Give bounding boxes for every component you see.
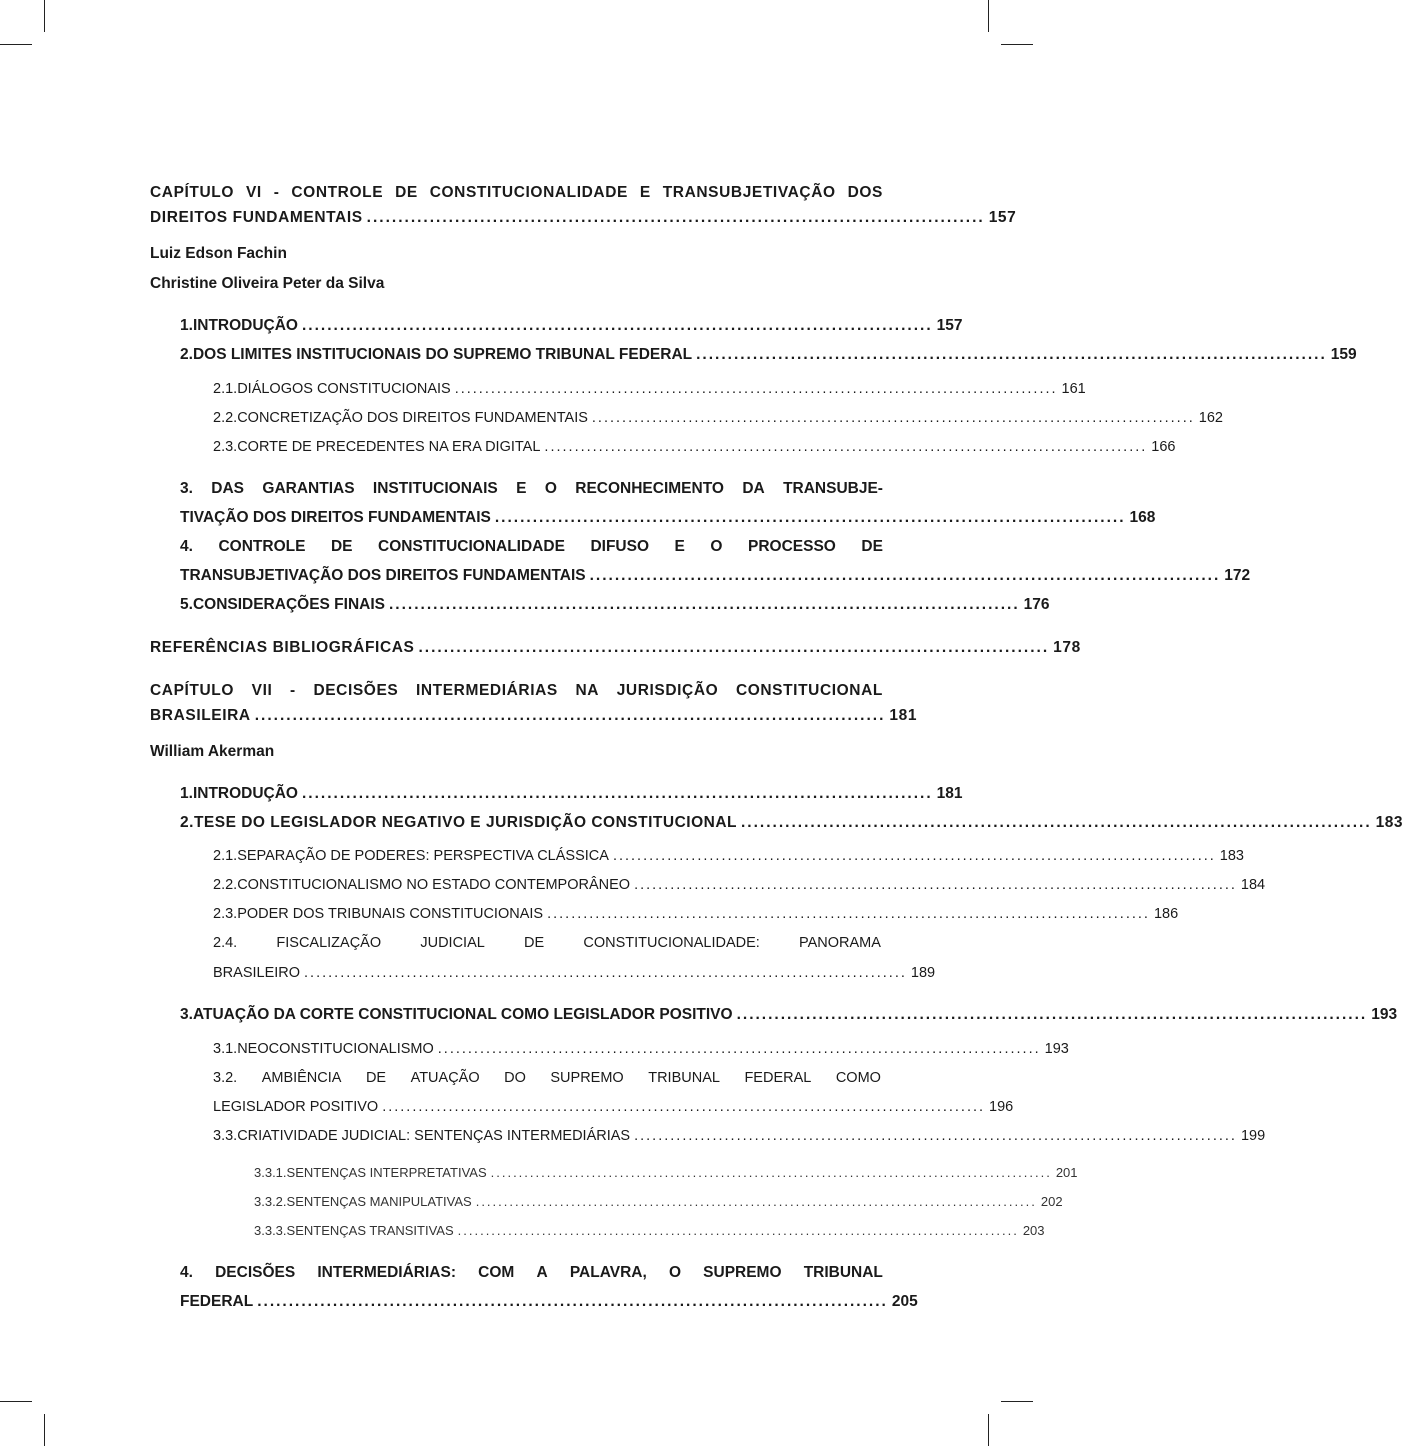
leader-dots: ....................................................................................................	[437, 1041, 1041, 1057]
leader-dots: ....................................................................................................	[475, 1194, 1037, 1209]
chapter-title-line: CAPÍTULO VI - CONTROLE DE CONSTITUCIONALIDADE E TRANSUBJETIVAÇÃO DOS	[150, 184, 883, 201]
leader-dots: ....................................................................................................	[589, 567, 1221, 584]
toc-entry[interactable]: TIVAÇÃO DOS DIREITOS FUNDAMENTAIS .................................................................................................... 168	[180, 509, 1156, 526]
crop-mark	[44, 1414, 45, 1446]
crop-mark	[0, 44, 32, 45]
toc-entry-line[interactable]: 4. DECISÕES INTERMEDIÁRIAS: COM A PALAVRA, O SUPREMO TRIBUNAL	[180, 1264, 883, 1281]
toc-entry[interactable]: 3. ATUAÇÃO DA CORTE CONSTITUCIONAL COMO LEGISLADOR POSITIVO .................................................................................................... 193	[180, 1006, 1398, 1023]
leader-dots: ....................................................................................................	[634, 877, 1237, 893]
toc-entry[interactable]: 5. CONSIDERAÇÕES FINAIS .................................................................................................... 176	[180, 596, 1050, 613]
leader-dots: ....................................................................................................	[736, 1006, 1368, 1023]
toc-entry[interactable]: 1. INTRODUÇÃO .................................................................................................... 157	[180, 317, 963, 334]
toc-entry-line[interactable]: 3. DAS GARANTIAS INSTITUCIONAIS E O RECONHECIMENTO DA TRANSUBJE-	[180, 480, 883, 497]
toc-entry-line[interactable]: 3.2. AMBIÊNCIA DE ATUAÇÃO DO SUPREMO TRIBUNAL FEDERAL COMO	[213, 1070, 881, 1086]
author-name: William Akerman	[150, 743, 275, 760]
toc-entry[interactable]: DIREITOS FUNDAMENTAIS .................................................................................................. 157	[150, 209, 1017, 226]
toc-entry[interactable]: 3.3.1. SENTENÇAS INTERPRETATIVAS .................................................................................................... 201	[254, 1165, 1078, 1180]
leader-dots: ....................................................................................................	[304, 965, 907, 981]
toc-entry[interactable]: LEGISLADOR POSITIVO .................................................................................................... 196	[213, 1099, 1014, 1115]
toc-entry[interactable]: 2.3. CORTE DE PRECEDENTES NA ERA DIGITAL .................................................................................................... 166	[213, 439, 1176, 455]
toc-entry[interactable]: BRASILEIRA .................................................................................................... 181	[150, 707, 918, 724]
toc-entry[interactable]: REFERÊNCIAS BIBLIOGRÁFICAS .................................................................................................... 178	[150, 639, 1081, 656]
toc-entry[interactable]: 3.3.3. SENTENÇAS TRANSITIVAS .................................................................................................... 203	[254, 1223, 1045, 1238]
leader-dots: ....................................................................................................	[302, 317, 933, 334]
toc-entry[interactable]: 2.1. SEPARAÇÃO DE PODERES: PERSPECTIVA CLÁSSICA .................................................................................................... 183	[213, 848, 1244, 864]
toc-entry[interactable]: 2.1. DIÁLOGOS CONSTITUCIONAIS .................................................................................................... 161	[213, 381, 1086, 397]
leader-dots: ....................................................................................................	[741, 814, 1372, 831]
crop-mark	[988, 1414, 989, 1446]
toc-entry[interactable]: 2. DOS LIMITES INSTITUCIONAIS DO SUPREMO TRIBUNAL FEDERAL .................................................................................................... 159	[180, 346, 1357, 363]
leader-dots: ....................................................................................................	[547, 906, 1150, 922]
toc-entry[interactable]: FEDERAL .................................................................................................... 205	[180, 1293, 918, 1310]
author-name: Luiz Edson Fachin	[150, 245, 287, 262]
leader-dots: ....................................................................................................	[591, 410, 1195, 426]
leader-dots: ....................................................................................................	[634, 1128, 1237, 1144]
toc-entry[interactable]: 3.1. NEOCONSTITUCIONALISMO .................................................................................................... 193	[213, 1041, 1069, 1057]
toc-entry[interactable]: 3.3. CRIATIVIDADE JUDICIAL: SENTENÇAS INTERMEDIÁRIAS .................................................................................................... 199	[213, 1128, 1266, 1144]
toc-entry-line[interactable]: 2.4. FISCALIZAÇÃO JUDICIAL DE CONSTITUCIONALIDADE: PANORAMA	[213, 935, 881, 951]
crop-mark	[44, 0, 45, 32]
leader-dots: ....................................................................................................	[382, 1099, 986, 1115]
toc-entry[interactable]: 2. TESE DO LEGISLADOR NEGATIVO E JURISDIÇÃO CONSTITUCIONAL .................................................................................................... 183	[180, 814, 1403, 831]
leader-dots: ....................................................................................................	[494, 509, 1126, 526]
crop-mark	[0, 1401, 32, 1402]
crop-mark	[1001, 1401, 1033, 1402]
toc-entry[interactable]: 2.2. CONCRETIZAÇÃO DOS DIREITOS FUNDAMENTAIS .................................................................................................... 162	[213, 410, 1223, 426]
leader-dots: ....................................................................................................	[254, 707, 886, 724]
leader-dots: ....................................................................................................	[302, 785, 933, 802]
leader-dots: ....................................................................................................	[544, 439, 1148, 455]
leader-dots: ....................................................................................................	[454, 381, 1058, 397]
toc-entry[interactable]: 2.3. PODER DOS TRIBUNAIS CONSTITUCIONAIS .................................................................................................... 186	[213, 906, 1179, 922]
leader-dots: ....................................................................................................	[257, 1293, 888, 1310]
author-name: Christine Oliveira Peter da Silva	[150, 275, 385, 292]
leader-dots: ....................................................................................................	[418, 639, 1050, 656]
toc-entry[interactable]: 2.2. CONSTITUCIONALISMO NO ESTADO CONTEMPORÂNEO .................................................................................................... 184	[213, 877, 1266, 893]
leader-dots: ..................................................................................................	[366, 209, 985, 226]
toc-entry[interactable]: 1. INTRODUÇÃO .................................................................................................... 181	[180, 785, 963, 802]
toc-entry[interactable]: 3.3.2. SENTENÇAS MANIPULATIVAS .................................................................................................... 202	[254, 1194, 1063, 1209]
crop-mark	[1001, 44, 1033, 45]
chapter-title-line: CAPÍTULO VII - DECISÕES INTERMEDIÁRIAS NA JURISDIÇÃO CONSTITUCIONAL	[150, 682, 883, 699]
toc-entry-line[interactable]: 4. CONTROLE DE CONSTITUCIONALIDADE DIFUSO E O PROCESSO DE	[180, 538, 883, 555]
page-number: 157	[988, 209, 1017, 226]
leader-dots: ....................................................................................................	[696, 346, 1327, 363]
leader-dots: ....................................................................................................	[490, 1165, 1052, 1180]
leader-dots: ....................................................................................................	[457, 1223, 1019, 1238]
toc-entry[interactable]: TRANSUBJETIVAÇÃO DOS DIREITOS FUNDAMENTAIS .................................................................................................... 172	[180, 567, 1251, 584]
leader-dots: ....................................................................................................	[389, 596, 1020, 613]
toc-entry[interactable]: BRASILEIRO .................................................................................................... 189	[213, 965, 936, 981]
leader-dots: ....................................................................................................	[612, 848, 1216, 864]
crop-mark	[988, 0, 989, 32]
